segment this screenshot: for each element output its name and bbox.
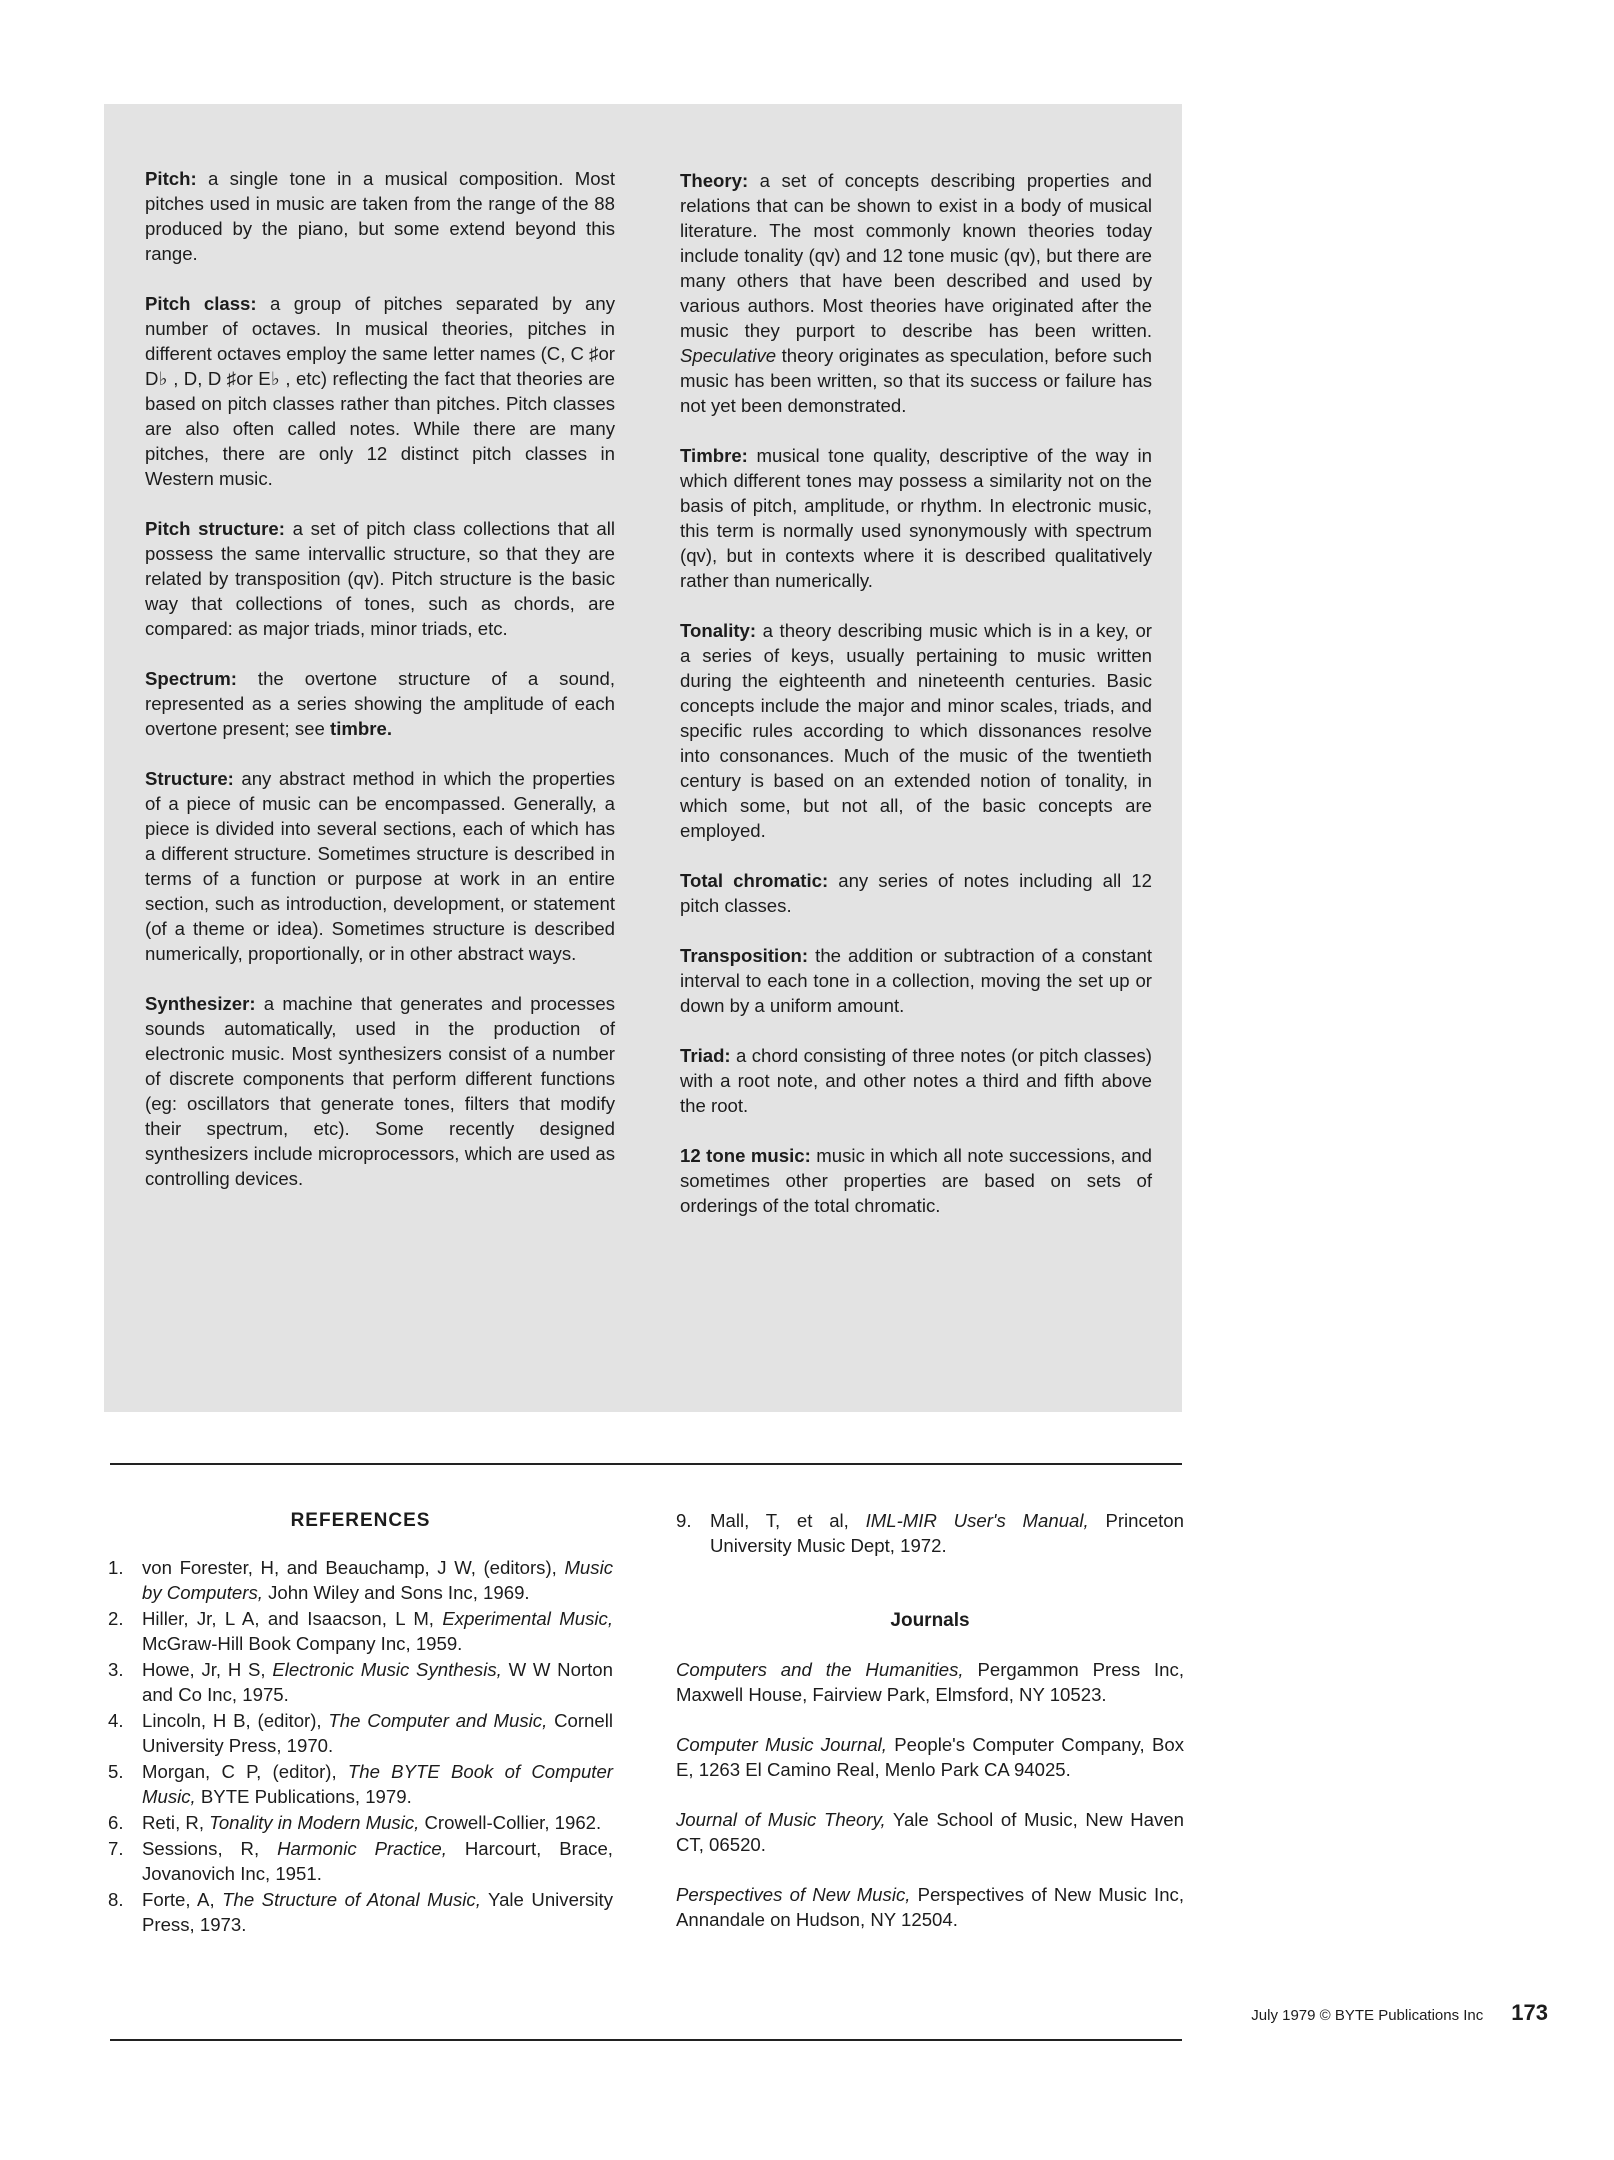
reference-item bbox=[676, 1508, 1184, 1558]
glossary-definition: a theory describing music which is in a key, or a series of keys, usually pertaining to music written during the eighteenth and nineteenth centuries. Basic concepts include the major and minor scales, triads, and specific rules according to which dissonances resolve into consonances. Much of the music of the twentieth century is based on an extended notion of tonality, in which some, but not all, of the basic concepts are employed. bbox=[680, 620, 1152, 841]
reference-number: 9. bbox=[676, 1510, 692, 1531]
glossary-term: Pitch structure: bbox=[145, 518, 285, 539]
glossary-term: Pitch class: bbox=[145, 293, 257, 314]
reference-publisher: Yale University Press, 1973. bbox=[142, 1889, 614, 1935]
glossary-term: Theory: bbox=[680, 170, 749, 191]
reference-publisher: John Wiley and Sons Inc, 1969. bbox=[262, 1582, 530, 1603]
reference-publisher: W W Norton and Co Inc, 1975. bbox=[142, 1659, 613, 1705]
glossary-term: Pitch: bbox=[145, 168, 197, 189]
reference-title: Electronic Music Synthesis, bbox=[272, 1659, 502, 1680]
reference-number: 1. bbox=[108, 1557, 124, 1578]
glossary-term: Structure: bbox=[145, 768, 234, 789]
glossary-definition: a group of pitches separated by any number of octaves. In musical theories, pitches in different octaves employ the same letter names (C, C ♯or D♭ , D, D ♯or E♭ , etc) reflecting the fact that theories are based on pitch classes rather than pitches. Pitch classes are also often called notes. While there are many pitches, there are only 12 distinct pitch classes in Western music. bbox=[145, 293, 615, 489]
journal-title: Computer Music Journal, bbox=[676, 1734, 887, 1755]
reference-item bbox=[108, 1887, 613, 1937]
reference-item bbox=[108, 1708, 613, 1758]
glossary-definition: a set of pitch class collections that all possess the same intervallic structure, so that they are related by transposition (qv). Pitch structure is the basic way that collections of tones, such as chords, are compared: as major triads, minor triads, etc. bbox=[145, 518, 615, 639]
references-section bbox=[108, 1508, 613, 1938]
glossary-definition: the addition or subtraction of a constant interval to each tone in a collection, moving the set up or down by a uniform amount. bbox=[680, 945, 1152, 1016]
glossary-term: Spectrum: bbox=[145, 668, 237, 689]
glossary-term: Total chromatic: bbox=[680, 870, 829, 891]
footer-credit: July 1979 © BYTE Publications Inc bbox=[1251, 2007, 1484, 2024]
glossary-cross-reference: timbre. bbox=[330, 718, 393, 739]
glossary-entry-pitch-class bbox=[145, 291, 615, 491]
reference-title: The BYTE Book of Computer Music, bbox=[142, 1761, 613, 1807]
glossary-definition: a single tone in a musical composition. Most pitches used in music are taken from the range of the 88 produced by the piano, but some extend beyond this range. bbox=[145, 168, 615, 264]
glossary-definition-continued: theory originates as speculation, before such music has been written, so that its success or failure has not yet been demonstrated. bbox=[680, 345, 1152, 416]
reference-item bbox=[108, 1759, 613, 1809]
journal-address: Yale School of Music, New Haven CT, 06520. bbox=[676, 1809, 1184, 1855]
reference-publisher: Harcourt, Brace, Jovanovich Inc, 1951. bbox=[142, 1838, 613, 1884]
journal-address: People's Computer Company, Box E, 1263 El Camino Real, Menlo Park CA 94025. bbox=[676, 1734, 1184, 1780]
glossary-left-column bbox=[145, 166, 615, 1216]
bottom-divider bbox=[110, 2039, 1182, 2041]
glossary-definition: a chord consisting of three notes (or pitch classes) with a root note, and other notes a third and fifth above the root. bbox=[680, 1045, 1152, 1116]
reference-title: Harmonic Practice, bbox=[277, 1838, 447, 1859]
glossary-entry-pitch-structure bbox=[145, 516, 615, 641]
journal-item bbox=[676, 1807, 1184, 1857]
glossary-definition: music in which all note successions, and sometimes other properties are based on sets of orderings of the total chromatic. bbox=[680, 1145, 1152, 1216]
journal-item bbox=[676, 1732, 1184, 1782]
glossary-definition: any abstract method in which the properties of a piece of music can be encompassed. Generally, a piece is divided into several sections, each of which has a different structure. Sometimes structure is described in terms of a function or purpose at work in an entire section, such as introduction, development, or statement (of a theme or idea). Sometimes structure is described numerically, proportionally, or in other abstract ways. bbox=[145, 768, 615, 964]
references-heading: REFERENCES bbox=[290, 1510, 431, 1531]
glossary-definition: musical tone quality, descriptive of the way in which different tones may possess a similarity not on the basis of pitch, amplitude, or rhythm. In electronic music, this term is normally used synonymously with spectrum (qv), but in contexts where it is described qualitatively rather than numerically. bbox=[680, 445, 1152, 591]
reference-item bbox=[108, 1810, 613, 1835]
glossary-entry-tonality bbox=[680, 618, 1152, 843]
reference-author: Mall, T, et al, bbox=[710, 1510, 866, 1531]
reference-item bbox=[108, 1606, 613, 1656]
reference-number: 5. bbox=[108, 1761, 124, 1782]
references-continued-section bbox=[676, 1508, 1184, 1957]
journal-address: Perspectives of New Music Inc, Annandale on Hudson, NY 12504. bbox=[676, 1884, 1184, 1930]
reference-item bbox=[108, 1555, 613, 1605]
reference-author: Sessions, R, bbox=[142, 1838, 278, 1859]
glossary-term: Triad: bbox=[680, 1045, 731, 1066]
top-divider bbox=[110, 1463, 1182, 1465]
glossary-term: 12 tone music: bbox=[680, 1145, 811, 1166]
glossary-entry-pitch bbox=[145, 166, 615, 266]
reference-author: Hiller, Jr, L A, and Isaacson, L M, bbox=[142, 1608, 443, 1629]
reference-publisher: Princeton University Music Dept, 1972. bbox=[710, 1510, 1184, 1556]
glossary-definition: any series of notes including all 12 pitch classes. bbox=[680, 870, 1152, 916]
glossary-term: Timbre: bbox=[680, 445, 748, 466]
reference-number: 8. bbox=[108, 1889, 124, 1910]
journal-title: Journal of Music Theory, bbox=[676, 1809, 886, 1830]
reference-item bbox=[108, 1657, 613, 1707]
glossary-entry-timbre bbox=[680, 443, 1152, 593]
reference-title: The Computer and Music, bbox=[328, 1710, 548, 1731]
references-list-continued bbox=[676, 1508, 1184, 1558]
glossary-term: Synthesizer: bbox=[145, 993, 256, 1014]
glossary-term: Transposition: bbox=[680, 945, 809, 966]
reference-author: Reti, R, bbox=[142, 1812, 210, 1833]
glossary-term: Tonality: bbox=[680, 620, 757, 641]
reference-publisher: McGraw-Hill Book Company Inc, 1959. bbox=[142, 1633, 463, 1654]
references-list bbox=[108, 1555, 613, 1937]
page-footer bbox=[1251, 2000, 1548, 2029]
glossary-entry-synthesizer bbox=[145, 991, 615, 1191]
glossary-entry-12-tone-music bbox=[680, 1143, 1152, 1218]
reference-number: 4. bbox=[108, 1710, 124, 1731]
reference-title: The Structure of Atonal Music, bbox=[222, 1889, 481, 1910]
reference-title: Tonality in Modern Music, bbox=[209, 1812, 420, 1833]
reference-title: Music by Computers, bbox=[142, 1557, 613, 1603]
reference-author: von Forester, H, and Beauchamp, J W, (editors), bbox=[142, 1557, 565, 1578]
glossary-definition: a set of concepts describing properties and relations that can be shown to exist in a body of musical literature. The most commonly known theories today include tonality (qv) and 12 tone music (qv), but there are many others that have been described and used by various authors. Most theories have originated after the music they purport to describe has been written. bbox=[680, 170, 1152, 341]
glossary-definition: the overtone structure of a sound, represented as a series showing the amplitude of each overtone present; see bbox=[145, 668, 615, 739]
reference-title: Experimental Music, bbox=[442, 1608, 613, 1629]
reference-publisher: BYTE Publications, 1979. bbox=[195, 1786, 412, 1807]
reference-number: 7. bbox=[108, 1838, 124, 1859]
glossary-entry-triad bbox=[680, 1043, 1152, 1118]
reference-publisher: Cornell University Press, 1970. bbox=[142, 1710, 614, 1756]
journal-title: Perspectives of New Music, bbox=[676, 1884, 911, 1905]
reference-number: 6. bbox=[108, 1812, 124, 1833]
journal-title: Computers and the Humanities, bbox=[676, 1659, 964, 1680]
journal-item bbox=[676, 1657, 1184, 1707]
glossary-right-column bbox=[680, 168, 1152, 1243]
reference-author: Howe, Jr, H S, bbox=[142, 1659, 273, 1680]
glossary-entry-theory bbox=[680, 168, 1152, 418]
reference-author: Lincoln, H B, (editor), bbox=[142, 1710, 329, 1731]
page-number: 173 bbox=[1511, 2000, 1548, 2025]
journal-address: Pergammon Press Inc, Maxwell House, Fairview Park, Elmsford, NY 10523. bbox=[676, 1659, 1184, 1705]
glossary-entry-transposition bbox=[680, 943, 1152, 1018]
journals-heading: Journals bbox=[890, 1610, 970, 1631]
reference-title: IML-MIR User's Manual, bbox=[865, 1510, 1089, 1531]
glossary-entry-total-chromatic bbox=[680, 868, 1152, 918]
reference-author: Morgan, C P, (editor), bbox=[142, 1761, 348, 1782]
journal-item bbox=[676, 1882, 1184, 1932]
reference-publisher: Crowell-Collier, 1962. bbox=[419, 1812, 602, 1833]
reference-number: 3. bbox=[108, 1659, 124, 1680]
glossary-emphasis: Speculative bbox=[680, 345, 777, 366]
glossary-definition: a machine that generates and processes sounds automatically, used in the production of electronic music. Most synthesizers consist of a number of discrete components that perform different functions (eg: oscillators that generate tones, filters that modify their spectrum, etc). Some recently designed synthesizers include microprocessors, which are used as controlling devices. bbox=[145, 993, 615, 1189]
glossary-entry-structure bbox=[145, 766, 615, 966]
reference-number: 2. bbox=[108, 1608, 124, 1629]
glossary-entry-spectrum bbox=[145, 666, 615, 741]
reference-item bbox=[108, 1836, 613, 1886]
reference-author: Forte, A, bbox=[142, 1889, 223, 1910]
